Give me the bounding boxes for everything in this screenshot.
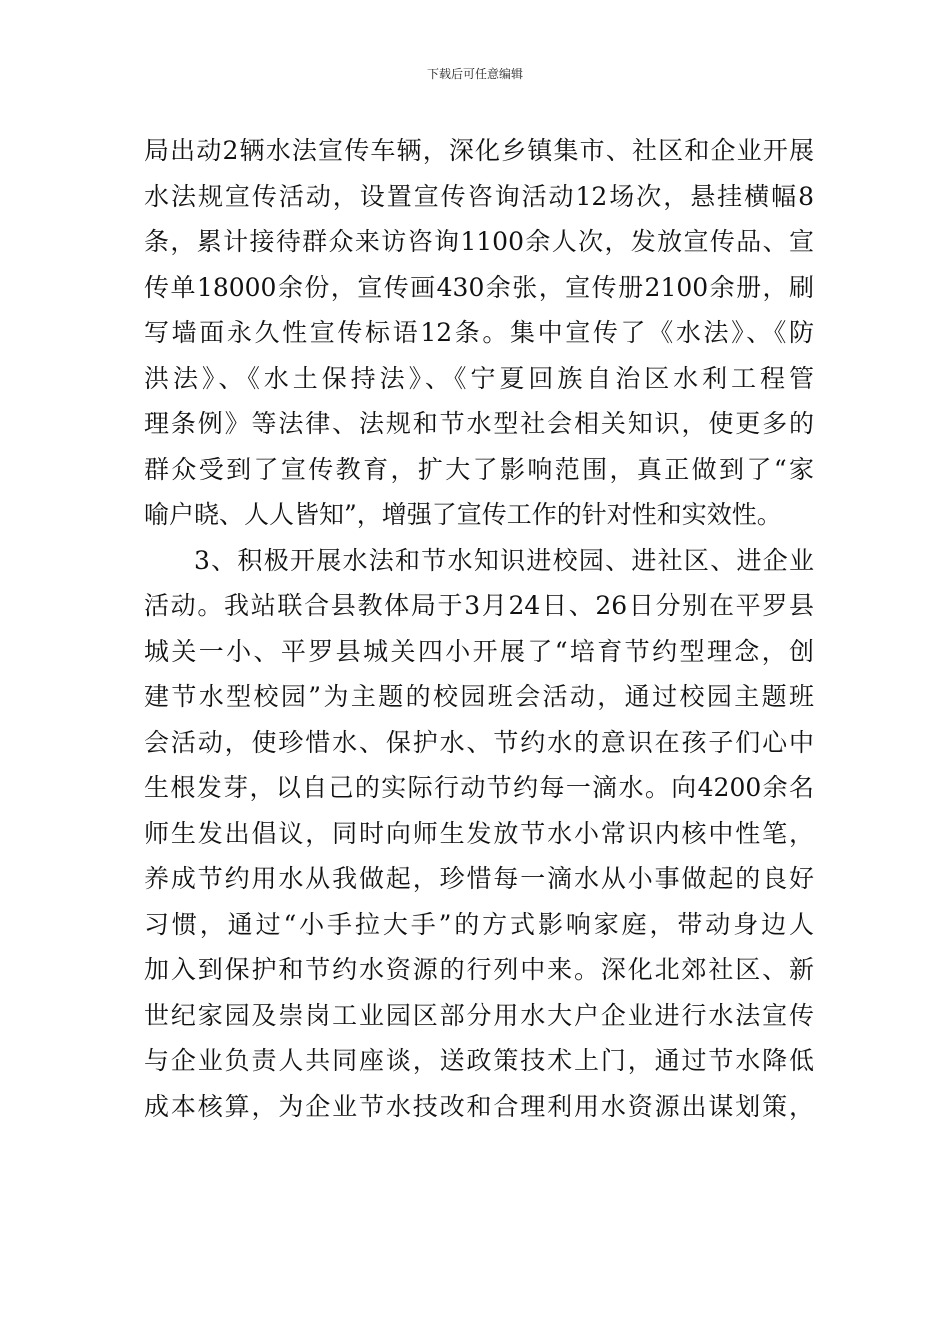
text-line: 洪法》、《水土保持法》、《宁夏回族自治区水利工程管 — [144, 363, 814, 393]
text-line: 会活动，使珍惜水、保护水、节约水的意识在孩子们心中 — [144, 727, 814, 757]
text-line: 3、积极开展水法和节水知识进校园、进社区、进企业 — [194, 545, 814, 575]
text-line: 局出动2辆水法宣传车辆，深化乡镇集市、社区和企业开展 — [144, 136, 814, 165]
text-line: 师生发出倡议，同时向师生发放节水小常识内核中性笔， — [144, 818, 814, 848]
text-line: 写墙面永久性宣传标语12条。集中宣传了《水法》、《防 — [144, 318, 814, 347]
text-line: 城关一小、平罗县城关四小开展了“培育节约型理念，创 — [144, 636, 814, 666]
document-body — [144, 128, 814, 1129]
text-line: 世纪家园及崇岗工业园区部分用水大户企业进行水法宣传 — [144, 1000, 814, 1030]
text-line: 传单18000余份，宣传画430余张，宣传册2100余册，刷 — [144, 272, 814, 302]
text-line: 理条例》等法律、法规和节水型社会相关知识，使更多的 — [144, 409, 814, 438]
text-line: 条，累计接待群众来访咨询1100余人次，发放宣传品、宣 — [144, 227, 814, 256]
text-line: 群众受到了宣传教育，扩大了影响范围，真正做到了“家 — [144, 454, 814, 484]
text-line: 习惯，通过“小手拉大手”的方式影响家庭，带动身边人 — [144, 909, 814, 939]
text-line: 建节水型校园”为主题的校园班会活动，通过校园主题班 — [144, 682, 814, 711]
text-line: 喻户晓、人人皆知”，增强了宣传工作的针对性和实效性。 — [144, 500, 782, 529]
text-line: 生根发芽，以自己的实际行动节约每一滴水。向4200余名 — [144, 773, 814, 802]
text-line: 水法规宣传活动，设置宣传咨询活动12场次，悬挂横幅8 — [144, 181, 814, 211]
text-line: 与企业负责人共同座谈，送政策技术上门，通过节水降低 — [144, 1046, 814, 1075]
text-line: 成本核算，为企业节水技改和合理利用水资源出谋划策， — [144, 1091, 814, 1121]
text-line: 加入到保护和节约水资源的行列中来。深化北郊社区、新 — [144, 955, 814, 984]
text-line: 养成节约用水从我做起，珍惜每一滴水从小事做起的良好 — [144, 864, 814, 893]
page-header: 下载后可任意编辑 — [426, 67, 523, 81]
text-line: 活动。我站联合县教体局于3月24日、26日分别在平罗县 — [144, 591, 814, 620]
